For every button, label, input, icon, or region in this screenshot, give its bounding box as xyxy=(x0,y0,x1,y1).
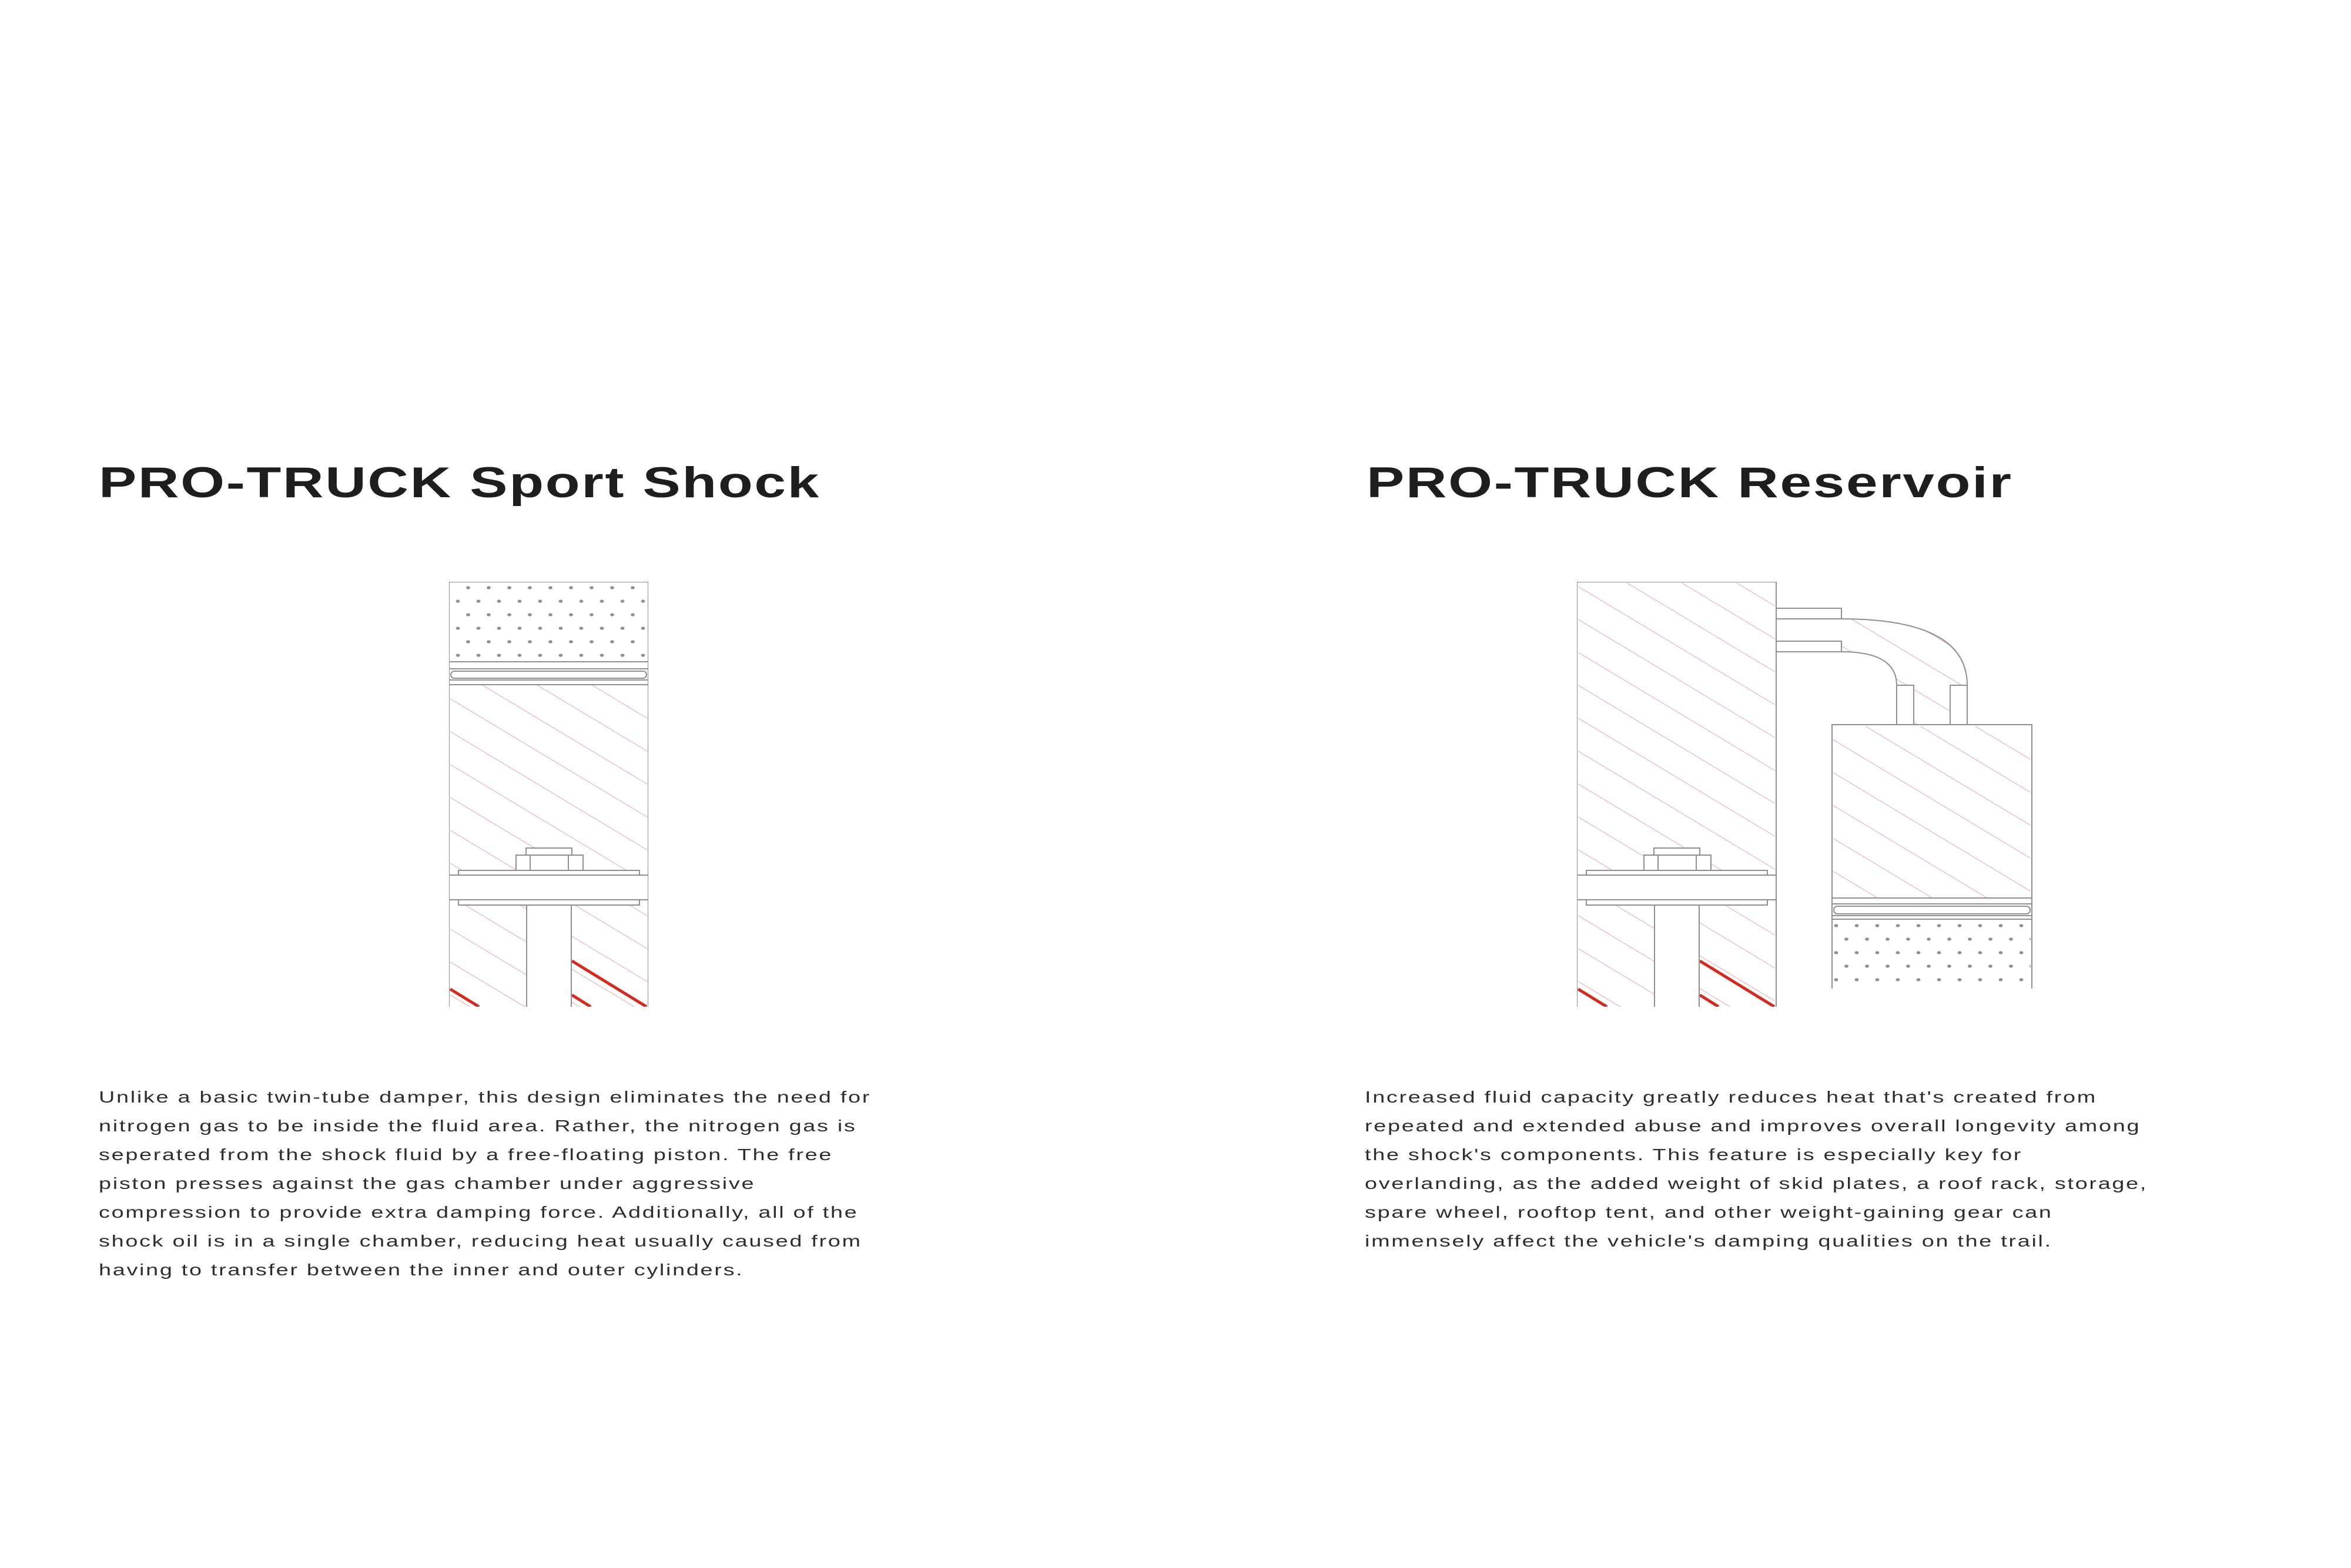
oil-chamber xyxy=(450,685,647,870)
piston-washer-upper xyxy=(458,870,639,875)
piston-washer-upper xyxy=(1586,870,1767,875)
piston-nut xyxy=(1644,855,1711,870)
piston-nut-cap xyxy=(526,848,572,855)
description-line: having to transfer between the inner and outer cylinders. xyxy=(99,1261,744,1279)
floating-piston xyxy=(449,662,648,685)
description-line: Unlike a basic twin-tube damper, this design eliminates the need for xyxy=(99,1088,872,1106)
piston-washer-lower xyxy=(1586,900,1767,905)
main-cylinder-oil-lower-left xyxy=(1578,905,1655,1007)
description-sport-shock xyxy=(99,1083,871,1284)
hose-port-upper xyxy=(1776,608,1841,619)
oil-chamber-lower-left xyxy=(450,905,527,1007)
nitrogen-gas-chamber xyxy=(450,583,647,662)
main-cylinder-oil-lower-right xyxy=(1699,905,1775,1007)
description-line: nitrogen gas to be inside the fluid area. Rather, the nitrogen gas is xyxy=(99,1117,857,1135)
description-line: compression to provide extra damping force. Additionally, all of the xyxy=(99,1203,859,1221)
description-line: shock oil is in a single chamber, reducing heat usually caused from xyxy=(99,1232,862,1250)
description-reservoir xyxy=(1365,1083,2148,1255)
description-line: seperated from the shock fluid by a free-floating piston. The free xyxy=(99,1145,833,1164)
reservoir-fitting-left xyxy=(1897,685,1914,725)
main-cylinder-oil-chamber xyxy=(1578,583,1775,870)
reservoir-diagram xyxy=(1577,582,2032,1007)
description-line: overlanding, as the added weight of skid plates, a roof rack, storage, xyxy=(1365,1174,2148,1192)
description-line: piston presses against the gas chamber under aggressive xyxy=(99,1174,756,1192)
reservoir-floating-piston xyxy=(1832,898,2032,919)
piston-nut xyxy=(516,855,583,870)
piston-nut-cap xyxy=(1654,848,1700,855)
piston-washer-lower xyxy=(458,900,639,905)
oil-chamber-lower-right xyxy=(571,905,647,1007)
description-line: immensely affect the vehicle's damping qualities on the trail. xyxy=(1365,1232,2052,1250)
piston-band xyxy=(1577,875,1776,900)
sport-shock-diagram xyxy=(449,582,648,1007)
piston-band xyxy=(449,875,648,900)
reservoir-fitting-right xyxy=(1950,685,1967,725)
reservoir-oil-chamber xyxy=(1833,726,2031,898)
description-line: repeated and extended abuse and improves overall longevity among xyxy=(1365,1117,2141,1135)
reservoir-nitrogen-gas-chamber xyxy=(1833,922,2031,986)
hose-port-lower xyxy=(1776,641,1841,652)
description-line: Increased fluid capacity greatly reduces heat that's created from xyxy=(1365,1088,2097,1106)
heading-sport-shock: PRO-TRUCK Sport Shock xyxy=(99,459,820,507)
reservoir-tube xyxy=(1832,685,2032,989)
heading-reservoir: PRO-TRUCK Reservoir xyxy=(1367,459,2013,507)
description-line: the shock's components. This feature is especially key for xyxy=(1365,1145,2023,1164)
description-line: spare wheel, rooftop tent, and other weight-gaining gear can xyxy=(1365,1203,2053,1221)
